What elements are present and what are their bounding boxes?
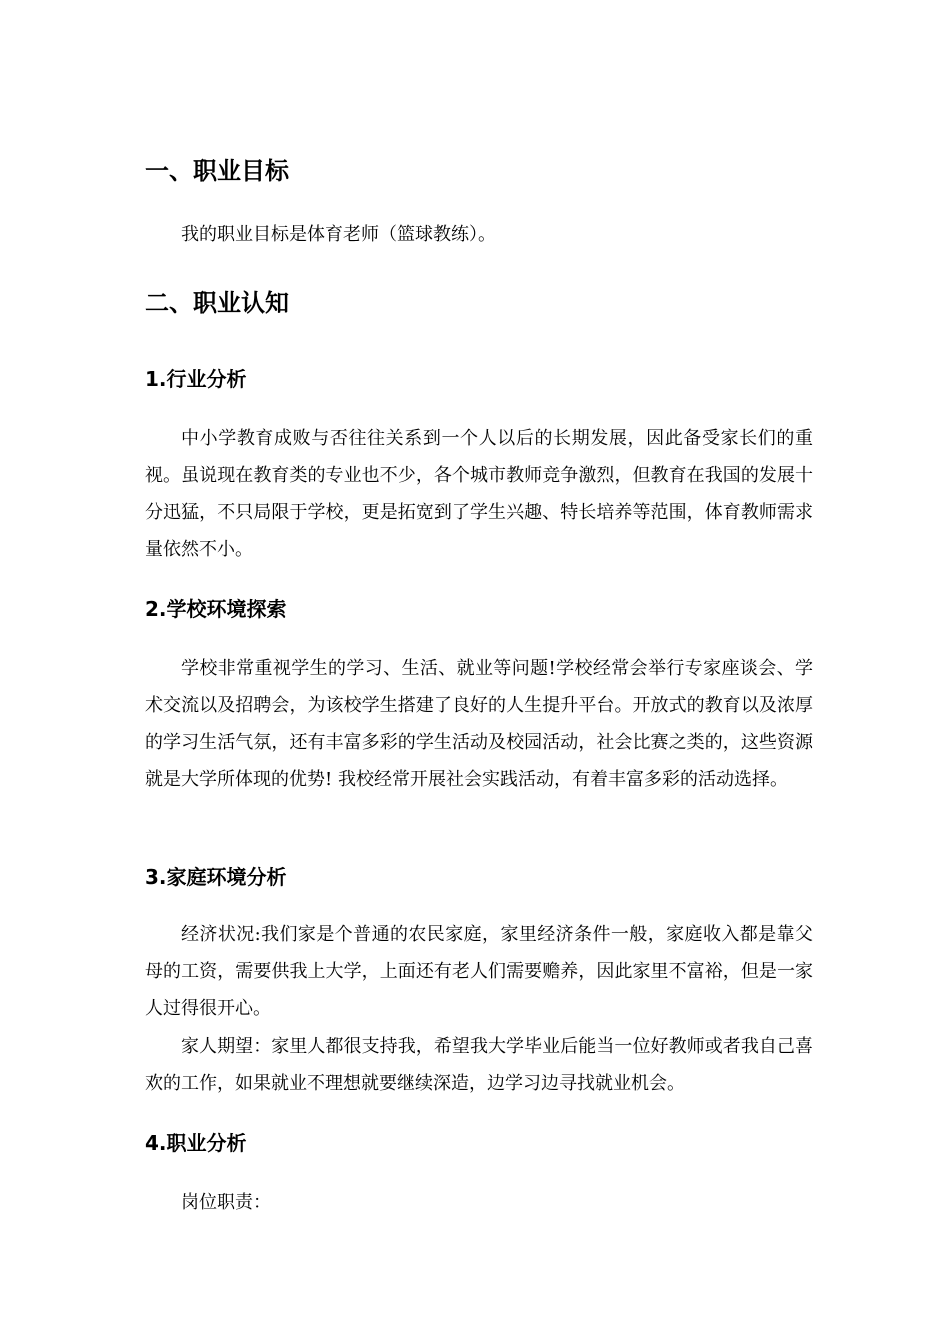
paragraph-school-environment: 学校非常重视学生的学习、生活、就业等问题!学校经常会举行专家座谈会、学术交流以及招聘会，为该校学生搭建了良好的人生提升平台。开放式的教育以及浓厚的学习生活气氛，还有丰富多彩的学生活动及校园活动，社会比赛之类的，这些资源就是大学所体现的优势! 我校经常开展社会实践活动，有着丰富多彩的活动选择。 [145,658,813,790]
subheading-family-environment: 3.家庭环境分析 [145,865,287,889]
subheading-school-environment: 2.学校环境探索 [145,597,287,621]
section-heading-career-cognition: 二、职业认知 [145,289,289,317]
paragraph-job-duties: 岗位职责： [181,1192,271,1213]
section-heading-career-goal: 一、职业目标 [145,157,289,185]
paragraph-family-economy: 经济状况:我们家是个普通的农民家庭，家里经济条件一般，家庭收入都是靠父母的工资，需要供我上大学，上面还有老人们需要赡养，因此家里不富裕，但是一家人过得很开心。 [145,924,813,1019]
paragraph-industry-analysis: 中小学教育成败与否往往关系到一个人以后的长期发展，因此备受家长们的重视。虽说现在教育类的专业也不少，各个城市教师竞争激烈，但教育在我国的发展十分迅猛，不只局限于学校，更是拓宽到了学生兴趣、特长培养等范围，体育教师需求量依然不小。 [145,428,813,560]
subheading-industry-analysis: 1.行业分析 [145,367,247,391]
paragraph-family-expectation: 家人期望：家里人都很支持我，希望我大学毕业后能当一位好教师或者我自己喜欢的工作，如果就业不理想就要继续深造，边学习边寻找就业机会。 [145,1036,813,1094]
paragraph-career-goal: 我的职业目标是体育老师（篮球教练）。 [181,224,496,245]
subheading-occupation-analysis: 4.职业分析 [145,1131,247,1155]
